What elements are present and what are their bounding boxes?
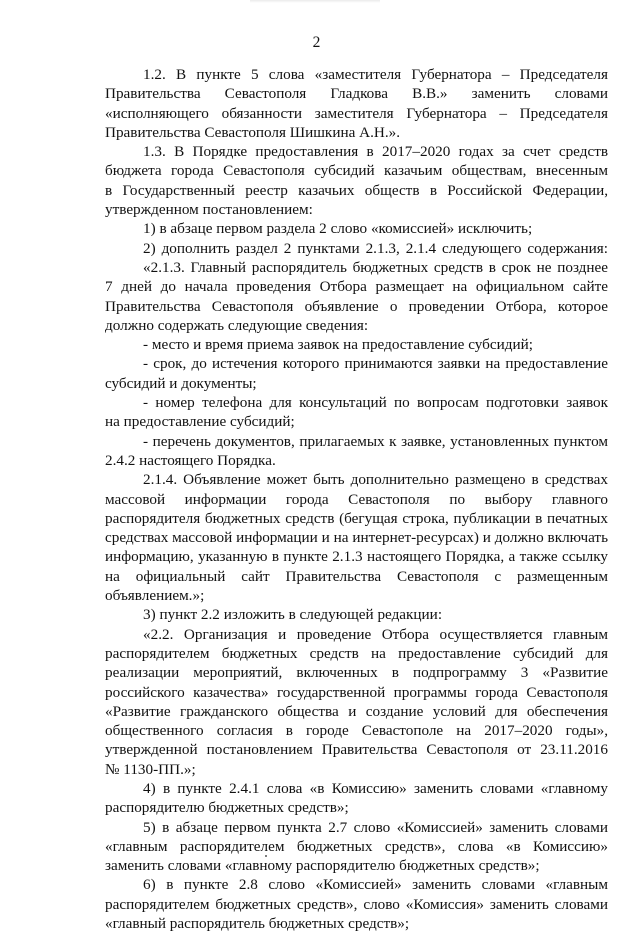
- text-line: 5) в абзаце первом пункта 2.7 слово «Комиссией» заменить словами: [143, 818, 608, 836]
- text-line: 7 дней до начала проведения Отбора размещает на официальном сайте: [105, 278, 608, 296]
- text-line: распорядителю бюджетных средств»;: [105, 799, 349, 817]
- scan-speck: [265, 855, 267, 857]
- scan-edge-shadow: [250, 0, 380, 3]
- document-body: [105, 65, 608, 933]
- text-line: - место и время приема заявок на предоставление субсидий;: [143, 336, 533, 354]
- text-line: реализации мероприятий, включенных в подпрограмму 3 «Развитие: [105, 664, 608, 682]
- text-line: 1.2. В пункте 5 слова «заместителя Губернатора – Председателя: [143, 66, 608, 83]
- text-line: «главным распорядителем бюджетных средств», слова «в Комиссию»: [105, 837, 608, 855]
- text-line: - номер телефона для консультаций по вопросам подготовки заявок: [143, 394, 608, 412]
- text-line: российского казачества» государственной программы города Севастополя: [105, 683, 608, 701]
- text-line: 2) дополнить раздел 2 пунктами 2.1.3, 2.1.4 следующего содержания:: [143, 239, 608, 257]
- text-line: «Развитие гражданского общества и создание условий для обеспечения: [105, 702, 608, 720]
- text-line: 2.4.2 настоящего Порядка.: [105, 451, 276, 469]
- text-line: распорядителя бюджетных средств (бегущая строка, публикации в печатных: [105, 509, 608, 527]
- text-line: распорядителем бюджетных средств», слово «Комиссия» заменить словами: [105, 895, 608, 913]
- text-line: заменить словами «главному распорядителю бюджетных средств»;: [105, 857, 540, 875]
- text-line: бюджета города Севастополя субсидий казачьим обществам, внесенным: [105, 162, 608, 180]
- text-line: распорядителем бюджетных средств на предоставление субсидий для: [105, 644, 608, 662]
- text-line: объявлением.»;: [105, 587, 205, 605]
- text-line: «2.1.3. Главный распорядитель бюджетных средств в срок не позднее: [143, 258, 608, 276]
- text-line: утвержденном постановлением:: [105, 201, 313, 219]
- text-line: «исполняющего обязанности заместителя Губернатора – Председателя: [105, 104, 608, 122]
- text-line: Правительства Севастополя объявление о проведении Отбора, которое: [105, 297, 608, 315]
- text-line: информацию, указанную в пункте 2.1.3 настоящего Порядка, а также ссылку: [105, 548, 608, 566]
- text-line: 3) пункт 2.2 изложить в следующей редакции:: [143, 606, 443, 624]
- text-line: 1) в абзаце первом раздела 2 слово «комиссией» исключить;: [143, 220, 533, 238]
- text-line: 6) в пункте 2.8 слово «Комиссией» заменить словами «главным: [143, 876, 608, 894]
- text-line: - срок, до истечения которого принимаются заявки на предоставление: [143, 355, 608, 373]
- text-line: Правительства Севастополя Гладкова В.В.» заменить словами: [105, 85, 608, 103]
- text-line: «2.2. Организация и проведение Отбора осуществляется главным: [143, 625, 608, 643]
- text-line: субсидий и документы;: [105, 374, 257, 392]
- text-line: утвержденной постановлением Правительства Севастополя от 23.11.2016: [105, 741, 608, 759]
- text-line: 1.3. В Порядке предоставления в 2017–2020 годах за счет средств: [143, 143, 608, 161]
- text-line: «главный распорядитель бюджетных средств»;: [105, 915, 410, 933]
- text-line: массовой информации города Севастополя по выбору главного: [105, 490, 608, 508]
- text-line: Правительства Севастополя Шишкина А.Н.».: [105, 123, 401, 141]
- text-line: - перечень документов, прилагаемых к заявке, установленных пунктом: [143, 432, 608, 450]
- text-line: 4) в пункте 2.4.1 слова «в Комиссию» заменить словами «главному: [143, 779, 608, 797]
- text-line: на официальный сайт Правительства Севастополя с размещенным: [105, 567, 608, 585]
- text-line: в Государственный реестр казачьих обществ в Российской Федерации,: [105, 181, 608, 199]
- text-line: 2.1.4. Объявление может быть дополнительно размещено в средствах: [143, 471, 608, 489]
- text-line: на предоставление субсидий;: [105, 413, 295, 431]
- text-line: общественного согласия в городе Севастополе на 2017–2020 годы»,: [105, 722, 608, 740]
- text-line: должно содержать следующие сведения:: [105, 316, 369, 334]
- text-line: № 1130-ПП.»;: [105, 760, 196, 778]
- text-line: средствах массовой информации и на интернет-ресурсах) и должно включать: [105, 529, 608, 547]
- page-number: 2: [312, 34, 321, 51]
